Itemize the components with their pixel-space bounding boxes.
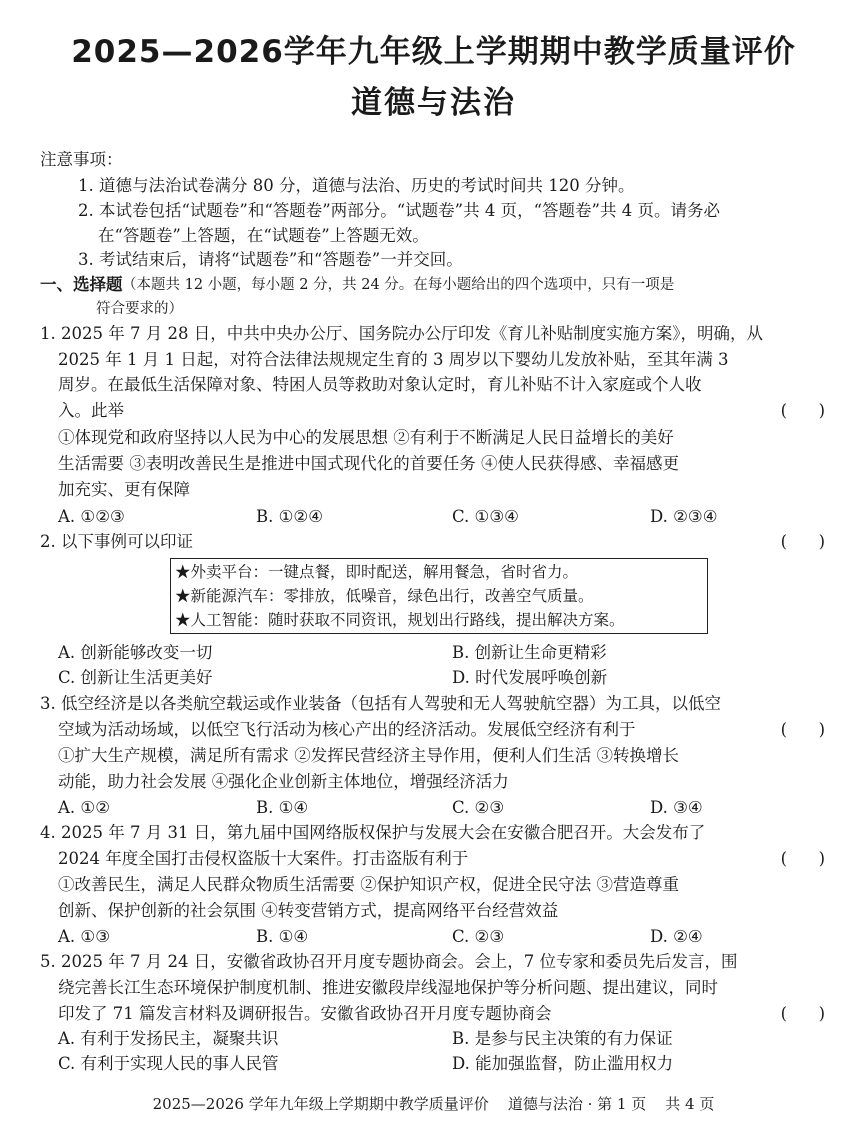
subject-title: 道德与法治 (351, 85, 516, 121)
notice-item-1: 1. 道德与法治试卷满分 80 分，道德与法治、历史的考试时间共 120 分钟。 (78, 176, 635, 195)
q4-option-b: B. ①④ (256, 927, 309, 946)
q1-stem-line: 周岁。在最低生活保障对象、特困人员等救助对象认定时，育儿补贴不计入家庭或个人收 (58, 375, 702, 394)
q2-option-b: B. 创新让生命更精彩 (452, 643, 607, 662)
notice-item-2: 2. 本试卷包括“试题卷”和“答题卷”两部分。“试题卷”共 4 页，“答题卷”共 4 页。请务必 (78, 201, 720, 220)
q1-option-d: D. ②③④ (650, 507, 718, 526)
answer-paren: ( ) (780, 1004, 825, 1023)
answer-paren: ( ) (780, 532, 825, 551)
q1-statement-line: 加充实、更有保障 (58, 480, 190, 499)
q1-statement-line: ①体现党和政府坚持以人民为中心的发展思想 ②有利于不断满足人民日益增长的美好 (58, 428, 674, 447)
notice-item-3: 3. 考试结束后，请将“试题卷”和“答题卷”一并交回。 (78, 250, 463, 269)
q3-option-d: D. ③④ (650, 798, 703, 817)
q5-option-a: A. 有利于发扬民主，凝聚共识 (58, 1029, 279, 1048)
answer-paren: ( ) (780, 401, 825, 420)
q3-stem-line: 空域为活动场域，以低空飞行活动为核心产出的经济活动。发展低空经济有利于 (58, 720, 636, 739)
q5-option-b: B. 是参与民主决策的有力保证 (452, 1029, 673, 1048)
q5-stem-line: 5. 2025 年 7 月 24 日，安徽省政协召开月度专题协商会。会上，7 位专家和委员先后发言，围 (40, 952, 738, 971)
q4-option-d: D. ②④ (650, 927, 703, 946)
q5-option-c: C. 有利于实现人民的事人民管 (58, 1054, 279, 1073)
section-title: 一、选择题 (40, 275, 123, 294)
q5-stem-line: 绕完善长江生态环境保护制度机制、推进安徽段岸线湿地保护等分析问题、提出建议，同时 (58, 978, 718, 997)
q4-option-a: A. ①③ (58, 927, 110, 946)
answer-paren: ( ) (780, 849, 825, 868)
q2-option-c: C. 创新让生活更美好 (58, 668, 213, 687)
q3-option-b: B. ①④ (256, 798, 309, 817)
q4-option-c: C. ②③ (452, 927, 505, 946)
q4-stem-line: 4. 2025 年 7 月 31 日，第九届中国网络版权保护与发展大会在安徽合肥召开。大会发布了 (40, 823, 706, 842)
q2-stem: 2. 以下事例可以印证 (40, 532, 193, 551)
q1-option-b: B. ①②④ (256, 507, 323, 526)
q3-statement-line: ①扩大生产规模，满足所有需求 ②发挥民营经济主导作用，便利人们生活 ③转换增长 (58, 746, 679, 765)
q1-statement-line: 生活需要 ③表明改善民生是推进中国式现代化的首要任务 ④使人民获得感、幸福感更 (58, 454, 679, 473)
q2-option-a: A. 创新能够改变一切 (58, 643, 213, 662)
q5-stem-line: 印发了 71 篇发言材料及调研报告。安徽省政协召开月度专题协商会 (58, 1004, 552, 1023)
section-note-2: 符合要求的） (96, 301, 183, 317)
answer-paren: ( ) (780, 720, 825, 739)
q4-statement-line: 创新、保护创新的社会氛围 ④转变营销方式，提高网络平台经营效益 (58, 901, 559, 920)
q2-example-box (170, 558, 708, 634)
q2-box-line: ★外卖平台：一键点餐，即时配送，解用餐急，省时省力。 (175, 563, 579, 581)
q3-option-c: C. ②③ (452, 798, 505, 817)
q1-stem-line: 入。此举 (58, 401, 124, 420)
q1-stem-line: 2025 年 1 月 1 日起，对符合法律法规规定生育的 3 周岁以下婴幼儿发放补贴，至其年满 3 (58, 350, 729, 369)
q2-box-line: ★新能源汽车：零排放，低噪音，绿色出行，改善空气质量。 (175, 587, 594, 605)
q2-option-d: D. 时代发展呼唤创新 (452, 668, 608, 687)
notice-heading: 注意事项： (40, 150, 123, 169)
q5-option-d: D. 能加强监督，防止滥用权力 (452, 1054, 674, 1073)
exam-title: 2025—2026学年九年级上学期期中教学质量评价 (71, 34, 796, 70)
section-note-1: （本题共 12 小题，每小题 2 分，共 24 分。在每小题给出的四个选项中，只有一项是 (122, 277, 675, 293)
q2-box-line: ★人工智能：随时获取不同资讯，规划出行路线，提出解决方案。 (175, 611, 625, 629)
q4-statement-line: ①改善民生，满足人民群众物质生活需要 ②保护知识产权，促进全民守法 ③营造尊重 (58, 875, 679, 894)
q1-stem-line: 1. 2025 年 7 月 28 日，中共中央办公厅、国务院办公厅印发《育儿补贴制度实施方案》，明确，从 (40, 324, 763, 343)
q1-option-a: A. ①②③ (58, 507, 125, 526)
q1-option-c: C. ①③④ (452, 507, 519, 526)
q4-stem-line: 2024 年度全国打击侵权盗版十大案件。打击盗版有利于 (58, 849, 469, 868)
q3-option-a: A. ①② (58, 798, 110, 817)
q3-stem-line: 3. 低空经济是以各类航空载运或作业装备（包括有人驾驶和无人驾驶航空器）为工具，以低空 (40, 694, 721, 713)
notice-item-2-cont: 在“答题卷”上答题，在“试题卷”上答题无效。 (98, 226, 429, 245)
q3-statement-line: 动能，助力社会发展 ④强化企业创新主体地位，增强经济活力 (58, 772, 509, 791)
page-footer: 2025—2026 学年九年级上学期期中教学质量评价 道德与法治 · 第 1 页 共 4 页 (152, 1095, 715, 1113)
